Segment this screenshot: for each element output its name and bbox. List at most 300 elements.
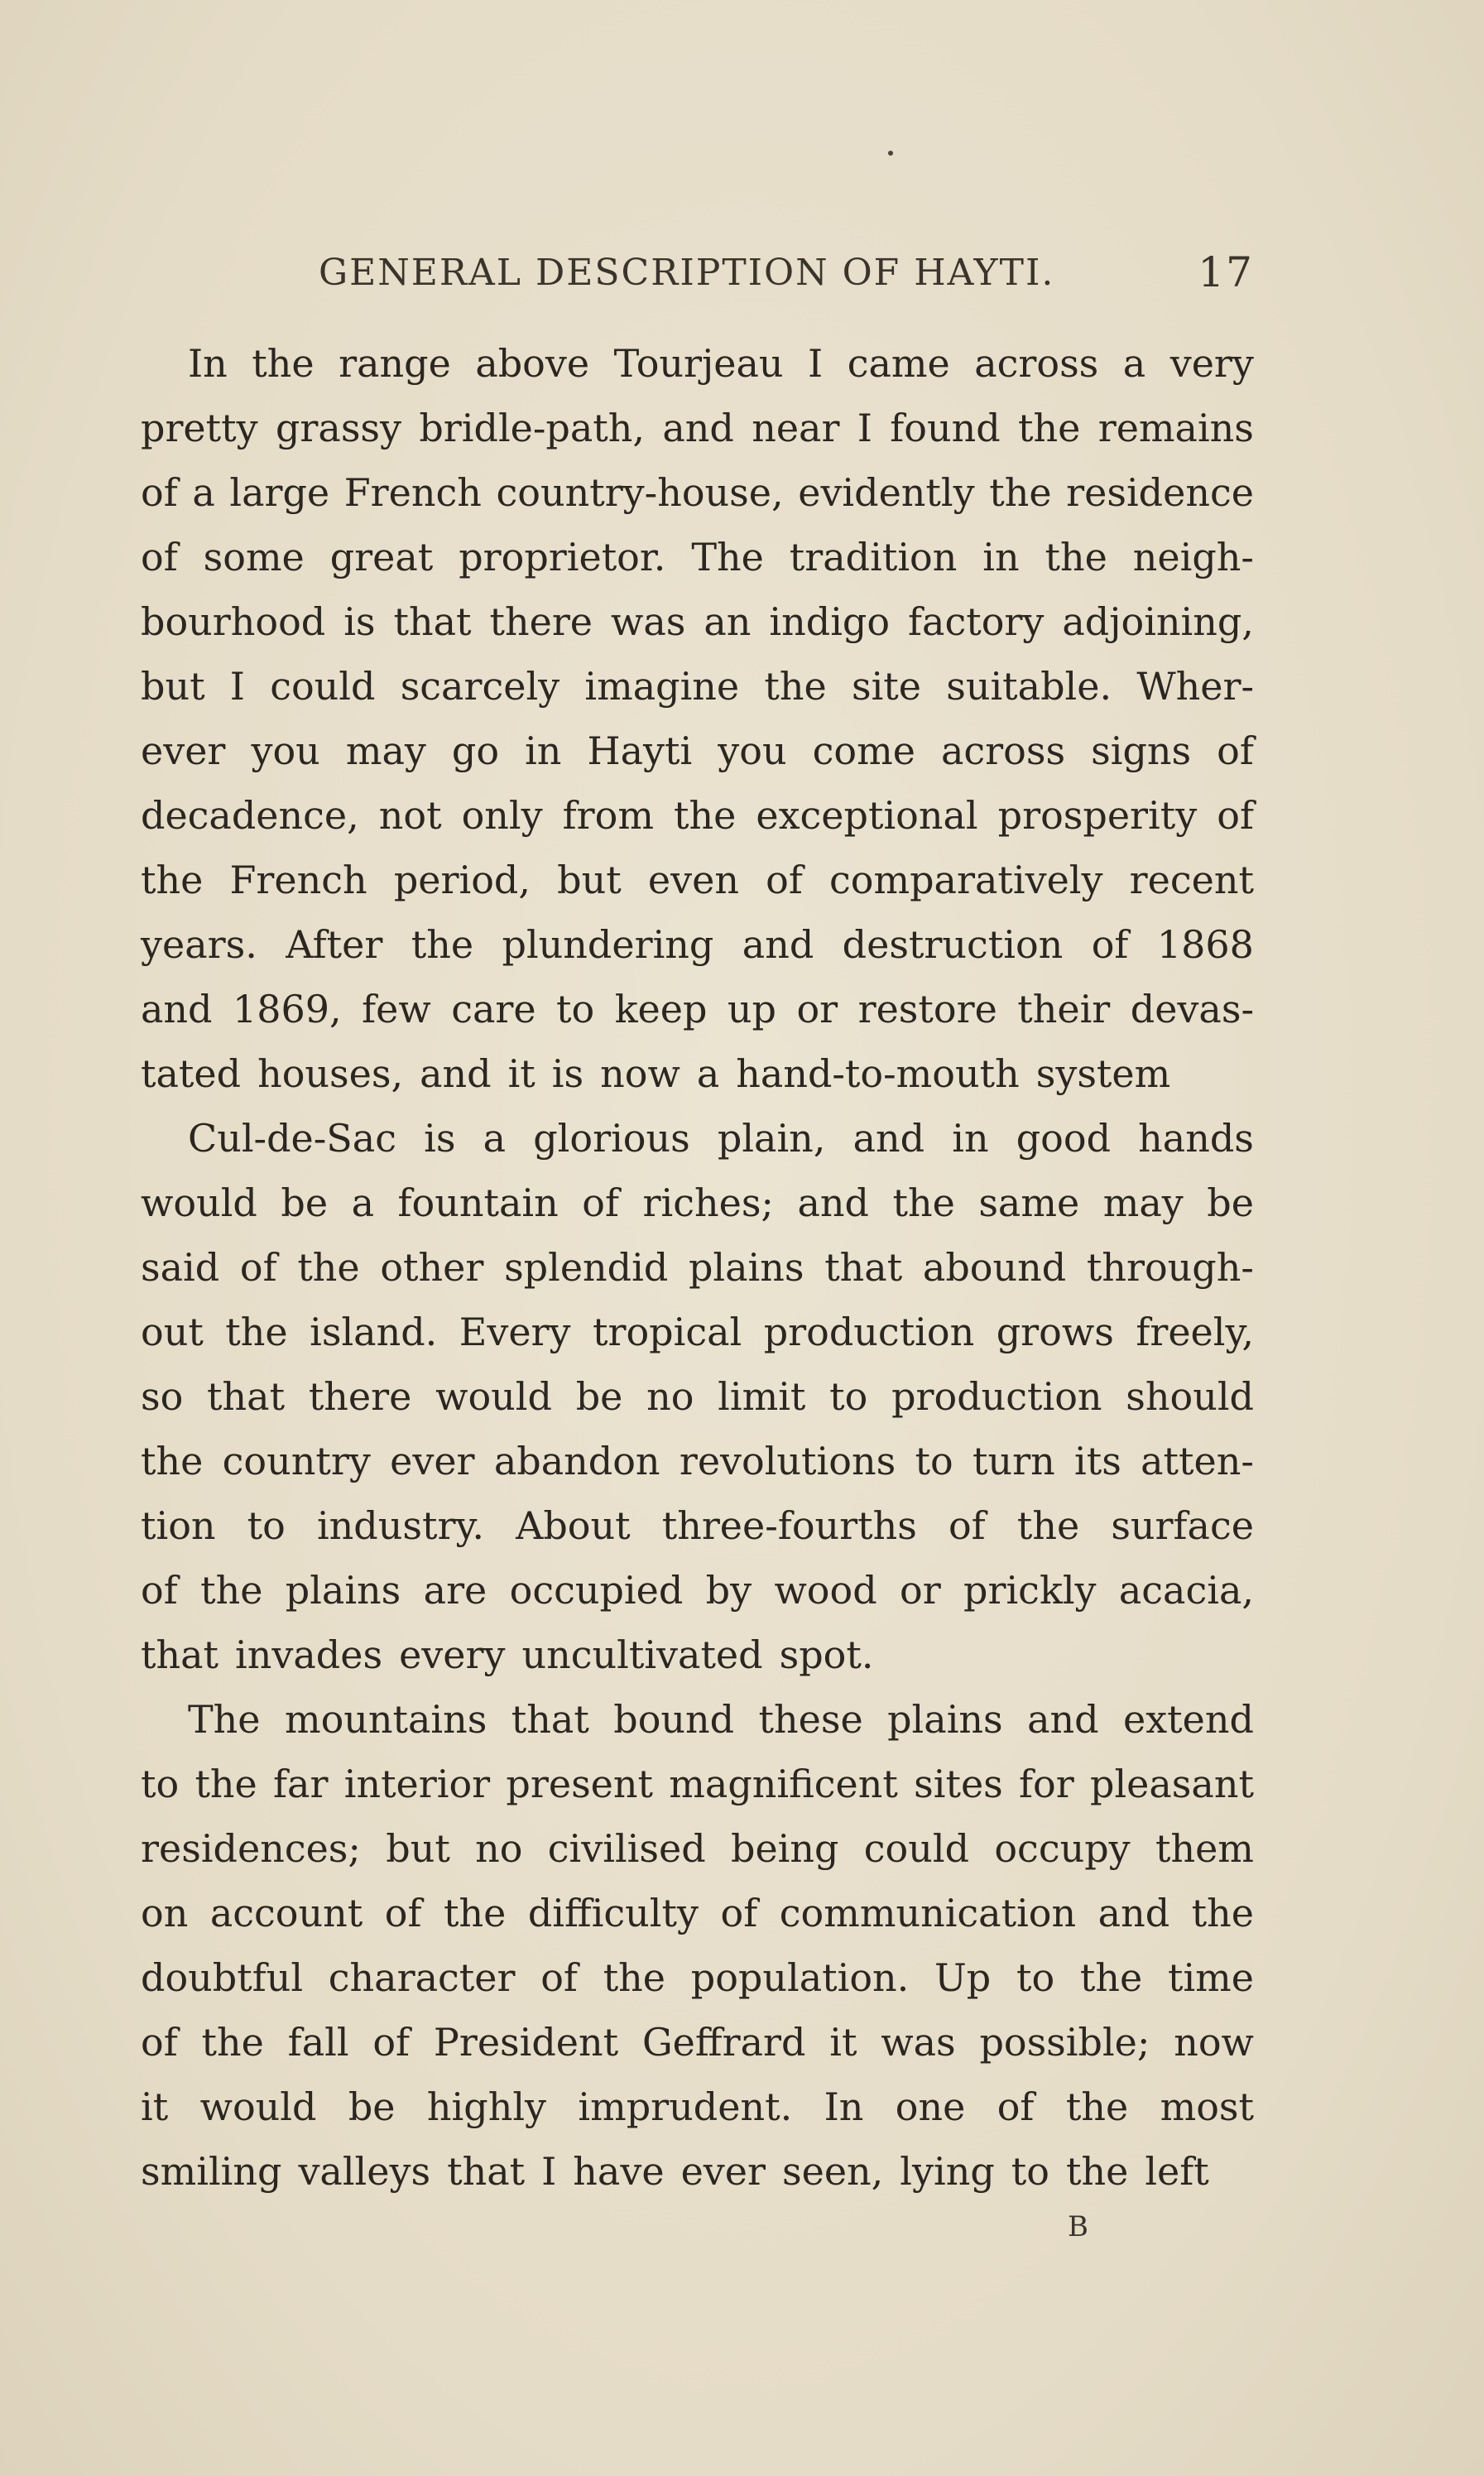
text-line (141, 783, 1254, 848)
word: an (704, 599, 752, 644)
word: good (1016, 1116, 1112, 1161)
word: extend (1122, 1697, 1254, 1742)
word: difficulty (527, 1891, 699, 1935)
word: or (900, 1568, 941, 1613)
word: country (222, 1439, 371, 1483)
word: across (940, 728, 1066, 773)
text-line (141, 1816, 1254, 1881)
word: system (1035, 1051, 1171, 1096)
word: In (188, 341, 228, 386)
word: was (881, 2020, 956, 2065)
word: production (891, 1374, 1102, 1419)
word: freely, (1136, 1310, 1254, 1354)
word: the (297, 1245, 360, 1290)
word: found (890, 406, 1001, 450)
word: revolutions (679, 1439, 896, 1483)
word: bridle-path, (419, 406, 646, 450)
word: abandon (493, 1439, 660, 1483)
word: the (989, 470, 1052, 515)
word: mountains (284, 1697, 487, 1742)
word: The (691, 535, 764, 579)
word: from (562, 793, 654, 838)
word: decadence, (141, 793, 359, 838)
word: through- (1086, 1245, 1254, 1290)
word: bound (613, 1697, 735, 1742)
word: industry. (316, 1503, 484, 1548)
paragraph (141, 1106, 1254, 1687)
word: would (435, 1374, 552, 1419)
word: factory (908, 599, 1045, 644)
word: 1869, (232, 987, 342, 1031)
word: would (199, 2084, 317, 2129)
word: few (362, 987, 431, 1031)
word: plains (688, 1245, 804, 1290)
word: plains (285, 1568, 401, 1613)
word: the (225, 1310, 288, 1354)
word: is (343, 599, 376, 644)
word: above (475, 341, 590, 386)
word: now (600, 1051, 680, 1096)
word: the (200, 1568, 263, 1613)
word: and (1097, 1891, 1170, 1935)
word: its (1074, 1439, 1121, 1483)
text-line (141, 1752, 1254, 1816)
word: imagine (584, 664, 740, 709)
word: period, (393, 858, 531, 902)
word: houses, (257, 1051, 404, 1096)
word: should (1126, 1374, 1254, 1419)
word: their (1017, 987, 1111, 1031)
word: 1868 (1156, 922, 1254, 967)
word: in (525, 728, 562, 773)
word: you (718, 728, 787, 773)
word: possible; (979, 2020, 1150, 2065)
word: the (1065, 2149, 1129, 2194)
word: only (461, 793, 543, 838)
word: of (540, 1955, 578, 2000)
word: atten- (1141, 1439, 1254, 1483)
text-line (141, 2075, 1254, 2139)
word: of (141, 535, 178, 579)
text-line (141, 912, 1254, 977)
word: be (575, 1374, 623, 1419)
word: After (286, 922, 383, 967)
word: other (380, 1245, 484, 1290)
word: grassy (275, 406, 402, 450)
text-line (141, 1429, 1254, 1493)
word: About (516, 1503, 631, 1548)
word: that (207, 1374, 286, 1419)
word: of (141, 1568, 178, 1613)
word: three-fourths (661, 1503, 917, 1548)
word: of (1217, 728, 1254, 773)
word: glorious (533, 1116, 690, 1161)
word: in (982, 535, 1020, 579)
word: of (1091, 922, 1129, 967)
word: President (433, 2020, 619, 2065)
word: adjoining, (1062, 599, 1254, 644)
word: great (329, 535, 434, 579)
text-line (141, 1364, 1254, 1429)
word: I (857, 406, 872, 450)
text-line (141, 1106, 1254, 1171)
word: you (251, 728, 320, 773)
word: invades (235, 1632, 383, 1677)
word: out (141, 1310, 204, 1354)
word: the (764, 664, 827, 709)
word: most (1160, 2084, 1254, 2129)
word: is (551, 1051, 584, 1096)
word: and (1027, 1697, 1099, 1742)
word: there (489, 599, 593, 644)
word: recent (1129, 858, 1254, 902)
word: to (141, 1762, 180, 1806)
text-line (141, 331, 1254, 396)
word: of (720, 1891, 758, 1935)
word: have (573, 2149, 665, 2194)
word: tated (141, 1051, 242, 1096)
word: communication (779, 1891, 1077, 1935)
word: to (829, 1374, 868, 1419)
word: Geffrard (641, 2020, 806, 2065)
word: by (705, 1568, 752, 1613)
word: go (451, 728, 500, 773)
word: on (141, 1891, 189, 1935)
word: a (483, 1116, 507, 1161)
word: abound (922, 1245, 1067, 1290)
word: even (647, 858, 739, 902)
text-line (141, 1171, 1254, 1235)
word: plundering (502, 922, 714, 967)
word: the (674, 793, 737, 838)
word: it (507, 1051, 535, 1096)
word: a (696, 1051, 720, 1096)
word: imprudent. (578, 2084, 793, 2129)
word: was (611, 599, 686, 644)
word: to (1011, 2149, 1049, 2194)
text-line (141, 1558, 1254, 1623)
word: account (209, 1891, 363, 1935)
word: across (974, 341, 1099, 386)
text-line (141, 589, 1254, 654)
word: civilised (547, 1826, 706, 1871)
word: fall (287, 2020, 349, 2065)
word: come (812, 728, 915, 773)
word: of (948, 1503, 986, 1548)
word: magnificent (669, 1762, 898, 1806)
paragraph (141, 331, 1254, 1106)
word: some (203, 535, 305, 579)
word: interior (343, 1762, 491, 1806)
word: devas- (1130, 987, 1254, 1031)
ink-speck (888, 151, 893, 156)
body-text (141, 331, 1254, 2204)
word: it (141, 2084, 169, 2129)
word: the (1079, 1955, 1143, 2000)
word: far (273, 1762, 329, 1806)
word: is (424, 1116, 456, 1161)
word: French (343, 470, 482, 515)
word: highly (426, 2084, 547, 2129)
word: being (731, 1826, 839, 1871)
word: ever (141, 728, 226, 773)
word: sites (914, 1762, 1003, 1806)
word: not (378, 793, 442, 838)
word: one (895, 2084, 966, 2129)
word: valleys (298, 2149, 431, 2194)
word: to (556, 987, 595, 1031)
word: every (399, 1632, 506, 1677)
word: I (808, 341, 824, 386)
word: In (824, 2084, 864, 2129)
word: the (201, 2020, 264, 2065)
word: care (451, 987, 536, 1031)
word: to (1016, 1955, 1055, 2000)
word: the (252, 341, 315, 386)
word: smiling (141, 2149, 282, 2194)
word: or (796, 987, 838, 1031)
word: French (229, 858, 367, 902)
word: the (1065, 2084, 1129, 2129)
word: lying (900, 2149, 995, 2194)
word: that (447, 2149, 526, 2194)
word: hand-to-mouth (736, 1051, 1020, 1096)
word: now (1174, 2020, 1254, 2065)
word: tion (141, 1503, 216, 1548)
word: so (141, 1374, 184, 1419)
word: residence (1066, 470, 1254, 515)
word: island. (310, 1310, 438, 1354)
word: of (582, 1180, 619, 1225)
word: could (863, 1826, 970, 1871)
word: left (1145, 2149, 1209, 2194)
word: there (308, 1374, 412, 1419)
word: exceptional (756, 793, 978, 838)
word: very (1169, 341, 1254, 386)
word: proprietor. (459, 535, 666, 579)
word: the (603, 1955, 666, 2000)
word: indigo (769, 599, 891, 644)
word: the (1016, 1503, 1080, 1548)
word: that (393, 599, 472, 644)
text-line (141, 1300, 1254, 1364)
word: of (239, 1245, 277, 1290)
word: the (1191, 1891, 1254, 1935)
word: for (1019, 1762, 1074, 1806)
word: these (758, 1697, 863, 1742)
word: of (997, 2084, 1035, 2129)
text-line (141, 1623, 1254, 1687)
word: but (141, 664, 205, 709)
word: said (141, 1245, 220, 1290)
word: Up (934, 1955, 992, 2000)
word: pleasant (1090, 1762, 1254, 1806)
word: suitable. (946, 664, 1112, 709)
word: time (1167, 1955, 1254, 2000)
text-line (141, 1493, 1254, 1558)
word: remains (1097, 406, 1254, 450)
word: residences; (141, 1826, 361, 1871)
word: up (727, 987, 776, 1031)
word: hands (1138, 1116, 1254, 1161)
word: that (511, 1697, 589, 1742)
word: came (847, 341, 950, 386)
word: in (952, 1116, 989, 1161)
text-line (141, 396, 1254, 460)
text-line (141, 1945, 1254, 2010)
word: a (351, 1180, 374, 1225)
word: no (646, 1374, 694, 1419)
text-line (141, 1687, 1254, 1752)
word: prickly (963, 1568, 1097, 1613)
text-line (141, 719, 1254, 783)
word: the (892, 1180, 955, 1225)
text-line (141, 1041, 1254, 1106)
word: occupy (994, 1826, 1131, 1871)
word: and (420, 1051, 492, 1096)
word: be (1207, 1180, 1254, 1225)
word: keep (614, 987, 708, 1031)
word: plains (887, 1697, 1003, 1742)
word: The (188, 1697, 261, 1742)
word: riches; (642, 1180, 774, 1225)
text-line (141, 848, 1254, 912)
word: destruction (842, 922, 1064, 967)
word: the (141, 858, 204, 902)
word: Every (459, 1310, 571, 1354)
word: of (384, 1891, 422, 1935)
word: evidently (798, 470, 975, 515)
word: be (281, 1180, 329, 1225)
text-line (141, 2010, 1254, 2075)
signature-mark: B (1068, 2210, 1090, 2243)
word: doubtful (141, 1955, 304, 2000)
word: that (824, 1245, 903, 1290)
word: uncultivated (521, 1632, 763, 1677)
word: large (229, 470, 330, 515)
word: prosperity (997, 793, 1198, 838)
text-line (141, 525, 1254, 589)
text-line (141, 2139, 1254, 2204)
word: may (345, 728, 426, 773)
word: I (229, 664, 245, 709)
word: tropical (593, 1310, 742, 1354)
word: near (752, 406, 840, 450)
word: I (541, 2149, 557, 2194)
word: range (339, 341, 451, 386)
word: and (141, 987, 213, 1031)
word: fountain (397, 1180, 559, 1225)
word: and (852, 1116, 925, 1161)
word: of (766, 858, 803, 902)
word: the (444, 1891, 507, 1935)
word: tradition (789, 535, 958, 579)
word: ever (680, 2149, 766, 2194)
word: turn (972, 1439, 1055, 1483)
word: of (141, 470, 178, 515)
word: it (829, 2020, 857, 2065)
word: the (411, 922, 474, 967)
running-head-title: GENERAL DESCRIPTION OF HAYTI. (319, 252, 1055, 294)
word: country-house, (496, 470, 784, 515)
word: wood (774, 1568, 877, 1613)
word: restore (857, 987, 997, 1031)
text-line (141, 460, 1254, 525)
word: same (978, 1180, 1080, 1225)
word: and (742, 922, 814, 967)
word: no (475, 1826, 523, 1871)
word: would (141, 1180, 257, 1225)
word: the (141, 1439, 204, 1483)
word: present (506, 1762, 654, 1806)
word: character (328, 1955, 516, 2000)
word: population. (690, 1955, 910, 2000)
word: ever (390, 1439, 475, 1483)
word: but (557, 858, 622, 902)
word: scarcely (400, 664, 560, 709)
word: plain, (717, 1116, 826, 1161)
word: may (1102, 1180, 1184, 1225)
word: could (270, 664, 376, 709)
word: of (141, 2020, 178, 2065)
word: splendid (504, 1245, 669, 1290)
paragraph (141, 1687, 1254, 2204)
word: years. (141, 922, 257, 967)
text-line (141, 1235, 1254, 1300)
word: Hayti (587, 728, 693, 773)
word: but (386, 1826, 450, 1871)
word: bourhood (141, 599, 326, 644)
text-line (141, 654, 1254, 719)
word: the (1018, 406, 1081, 450)
word: to (915, 1439, 953, 1483)
word: Tourjeau (613, 341, 784, 386)
word: spot. (779, 1632, 874, 1677)
word: them (1155, 1826, 1254, 1871)
word: Wher- (1136, 664, 1254, 709)
text-line (141, 977, 1254, 1041)
word: occupied (509, 1568, 684, 1613)
word: the (195, 1762, 257, 1806)
word: grows (996, 1310, 1114, 1354)
word: be (348, 2084, 396, 2129)
word: comparatively (829, 858, 1103, 902)
word: acacia, (1118, 1568, 1254, 1613)
running-head (319, 248, 1254, 298)
word: a (1122, 341, 1146, 386)
word: production (763, 1310, 975, 1354)
word: surface (1111, 1503, 1254, 1548)
word: a (192, 470, 215, 515)
word: Cul-de-Sac (188, 1116, 396, 1161)
word: and (797, 1180, 869, 1225)
word: and (662, 406, 734, 450)
word: to (247, 1503, 286, 1548)
word: the (1045, 535, 1107, 579)
word: that (141, 1632, 219, 1677)
word: are (423, 1568, 487, 1613)
word: seen, (781, 2149, 884, 2194)
word: of (1217, 793, 1254, 838)
word: limit (718, 1374, 806, 1419)
text-line (141, 1881, 1254, 1945)
word: signs (1091, 728, 1192, 773)
word: site (851, 664, 921, 709)
page-number: 17 (1198, 248, 1254, 296)
word: neigh- (1132, 535, 1254, 579)
word: pretty (141, 406, 258, 450)
word: of (372, 2020, 411, 2065)
